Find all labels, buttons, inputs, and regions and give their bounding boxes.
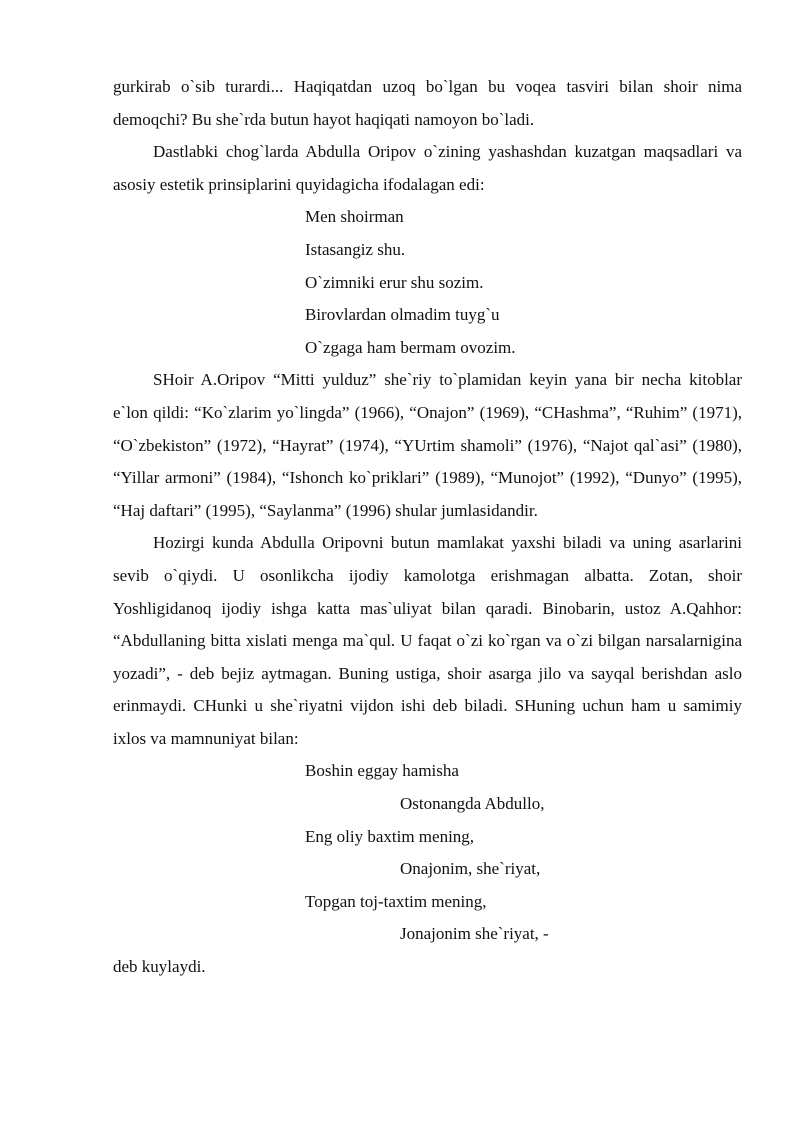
- verse-line: O`zgaga ham bermam ovozim.: [305, 337, 516, 357]
- closing-line: deb kuylaydi.: [113, 957, 206, 977]
- verse-line: Birovlardan olmadim tuyg`u: [305, 305, 500, 325]
- verse-line: Eng oliy baxtim mening,: [305, 826, 475, 846]
- verse-line: Boshin eggay hamisha: [305, 761, 459, 781]
- verse-line: Topgan toj-taxtim mening,: [305, 891, 487, 911]
- verse-line: Onajonim, she`riyat,: [400, 859, 541, 879]
- text-block: [113, 71, 742, 984]
- verse-line: Ostonangda Abdullo,: [400, 794, 545, 814]
- paragraph-3: SHoir A.Oripov “Mitti yulduz” she`riy to`plamidan keyin yana bir necha kitoblar e`lon qildi: “Ko`zlarim yo`lingda” (1966), “Onajon” (1969), “CHashma”, “Ruhim” (1971), “O`zbekiston” (1972), “Hayrat” (1974), “YUrtim shamoli” (1976), “Najot qal`asi” (1980), “Yillar armoni” (1984), “Ishonch ko`priklari” (1989), “Munojot” (1992), “Dunyo” (1995), “Haj daftari” (1995), “Saylanma” (1996) shular jumlasidandir.: [113, 370, 742, 520]
- paragraph-4: Hozirgi kunda Abdulla Oripovni butun mamlakat yaxshi biladi va uning asarlarini sevib o`qiydi. U osonlikcha ijodiy kamolotga erishmagan albatta. Zotan, shoir Yoshligidanoq ijodiy ishga katta mas`uliyat bilan qaradi. Binobarin, ustoz A.Qahhor: “Abdullaning bitta xislati menga ma`qul. U faqat o`zi ko`rgan va o`zi bilgan narsalarnigina yozadi”, - deb bejiz aytmagan. Buning ustiga, shoir asarga jilo va sayqal berishdan aslo erinmaydi. CHunki u she`riyatni vijdon ishi deb biladi. SHuning uchun ham u samimiy ixlos va mamnuniyat bilan:: [113, 533, 742, 748]
- verse-line: Istasangiz shu.: [305, 239, 406, 259]
- verse-line: Jonajonim she`riyat, -: [400, 924, 549, 944]
- paragraph-2: Dastlabki chog`larda Abdulla Oripov o`zining yashashdan kuzatgan maqsadlari va asosiy estetik prinsiplarini quyidagicha ifodalagan edi:: [113, 142, 742, 194]
- verse-line: Men shoirman: [305, 207, 404, 227]
- poem-verse-2: [113, 755, 742, 983]
- poem-verse-1: [113, 201, 742, 364]
- paragraph-1: gurkirab o`sib turardi... Haqiqatdan uzoq bo`lgan bu voqea tasviri bilan shoir nima demoqchi? Bu she`rda butun hayot haqiqati namoyon bo`ladi.: [113, 77, 742, 129]
- verse-line: O`zimniki erur shu sozim.: [305, 272, 484, 292]
